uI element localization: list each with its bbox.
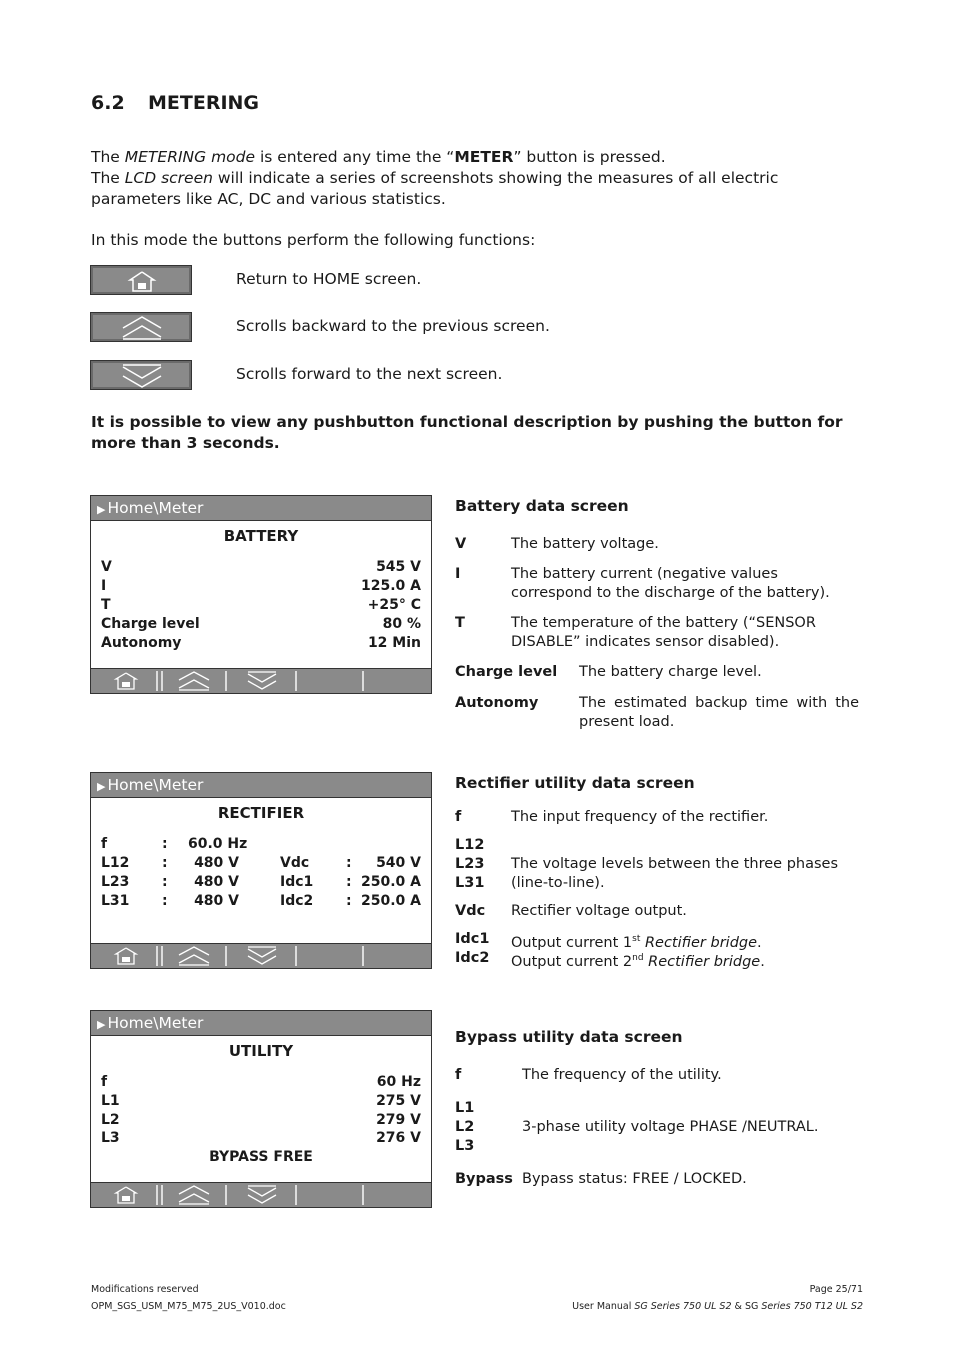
section-number: 6.2 <box>91 92 125 114</box>
scroll-up-button-desc: Scrolls backward to the previous screen. <box>236 317 550 335</box>
battery-section-title: Battery data screen <box>455 497 629 515</box>
intro-line-2: The LCD screen will indicate a series of screenshots showing the measures of all electric parameters like AC, DC and various statistics. <box>91 169 779 208</box>
lcd-row: f : 60.0 Hz <box>101 836 248 852</box>
intro-line-1: The METERING mode is entered any time the “METER” button is pressed. <box>91 148 666 166</box>
lcd-header: ▶ Home\Meter <box>91 1011 431 1036</box>
lcd-row: L3 276 V <box>101 1130 421 1146</box>
intro-functions: In this mode the buttons perform the following functions: <box>91 231 536 249</box>
lcd-button-bar <box>91 1182 431 1207</box>
section-title: METERING <box>148 92 260 114</box>
lcd-header: ▶ Home\Meter <box>91 773 431 798</box>
lcd-row: L1 275 V <box>101 1093 421 1109</box>
lcd-row: L12 : 480 V Vdc : 540 V <box>101 855 421 871</box>
lcd-row: Charge level 80 % <box>101 616 421 632</box>
lcd-buttons-icons <box>91 669 431 693</box>
scroll-up-icon <box>91 313 193 343</box>
play-icon: ▶ <box>97 503 106 516</box>
utility-section-title: Bypass utility data screen <box>455 1028 683 1046</box>
lcd-button-bar <box>91 668 431 693</box>
utility-lcd-screen <box>90 1010 432 1208</box>
lcd-row: L23 : 480 V Idc1 : 250.0 A <box>101 874 421 890</box>
intro-paragraph <box>91 147 871 210</box>
lcd-row: f 60 Hz <box>101 1074 421 1090</box>
lcd-header: ▶ Home\Meter <box>91 496 431 521</box>
home-icon <box>91 266 193 296</box>
section-heading <box>91 92 259 114</box>
scroll-down-button-image <box>90 360 192 390</box>
lcd-row: V 545 V <box>101 559 421 575</box>
battery-lcd-screen <box>90 495 432 694</box>
bypass-status: BYPASS FREE <box>209 1149 313 1165</box>
rectifier-lcd-screen <box>90 772 432 969</box>
home-button-desc: Return to HOME screen. <box>236 270 422 288</box>
lcd-button-bar <box>91 943 431 968</box>
lcd-buttons-icons <box>91 944 431 968</box>
lcd-row: T +25° C <box>101 597 421 613</box>
footer-modifications: Modifications reserved <box>91 1284 199 1295</box>
rectifier-section-title: Rectifier utility data screen <box>455 774 695 792</box>
idc1-desc: Output current 1st Rectifier bridge. <box>511 934 762 951</box>
lcd-row: I 125.0 A <box>101 578 421 594</box>
play-icon: ▶ <box>97 1018 106 1031</box>
lcd-title: RECTIFIER <box>217 804 305 822</box>
pushbutton-note: It is possible to view any pushbutton functional description by pushing the button for more than 3 seconds. <box>91 413 843 452</box>
footer-doc-name: OPM_SGS_USM_M75_M75_2US_V010.doc <box>91 1301 286 1312</box>
footer-manual-title: User Manual SG Series 750 UL S2 & SG Series 750 T12 UL S2 <box>572 1301 863 1312</box>
lcd-title: UTILITY <box>228 1042 294 1060</box>
home-button-image <box>90 265 192 295</box>
scroll-up-button-image <box>90 312 192 342</box>
play-icon: ▶ <box>97 780 106 793</box>
scroll-down-icon <box>91 361 193 391</box>
lcd-row: Autonomy 12 Min <box>101 635 421 651</box>
footer-page-number: Page 25/71 <box>809 1284 863 1295</box>
lcd-row: L2 279 V <box>101 1112 421 1128</box>
lcd-title: BATTERY <box>223 527 299 545</box>
rectifier-description-list: f The input frequency of the rectifier. L12 L23 L31 The voltage levels between the three phases (line-to-line). Vdc Rectifier voltage output. Idc1 Output current 1st Rectifier bridge. Idc2 Output current 2nd Rectifier bridge. <box>455 809 839 970</box>
lcd-row: L31 : 480 V Idc2 : 250.0 A <box>101 893 421 909</box>
utility-description-list: f The frequency of the utility. L1 L2 L3 3-phase utility voltage PHASE /NEUTRAL. Bypass Bypass status: FREE / LOCKED. <box>455 1067 819 1187</box>
battery-description-list: V The battery voltage. I The battery current (negative values correspond to the discharge of the battery). T The temperature of the battery (“SENSOR DISABLE” indicates sensor disabled). Charge level The battery charge level. Autonomy The estimated backup time with the present load. <box>455 536 859 730</box>
lcd-buttons-icons <box>91 1183 431 1207</box>
scroll-down-button-desc: Scrolls forward to the next screen. <box>236 365 503 383</box>
idc2-desc: Output current 2nd Rectifier bridge. <box>511 953 765 970</box>
